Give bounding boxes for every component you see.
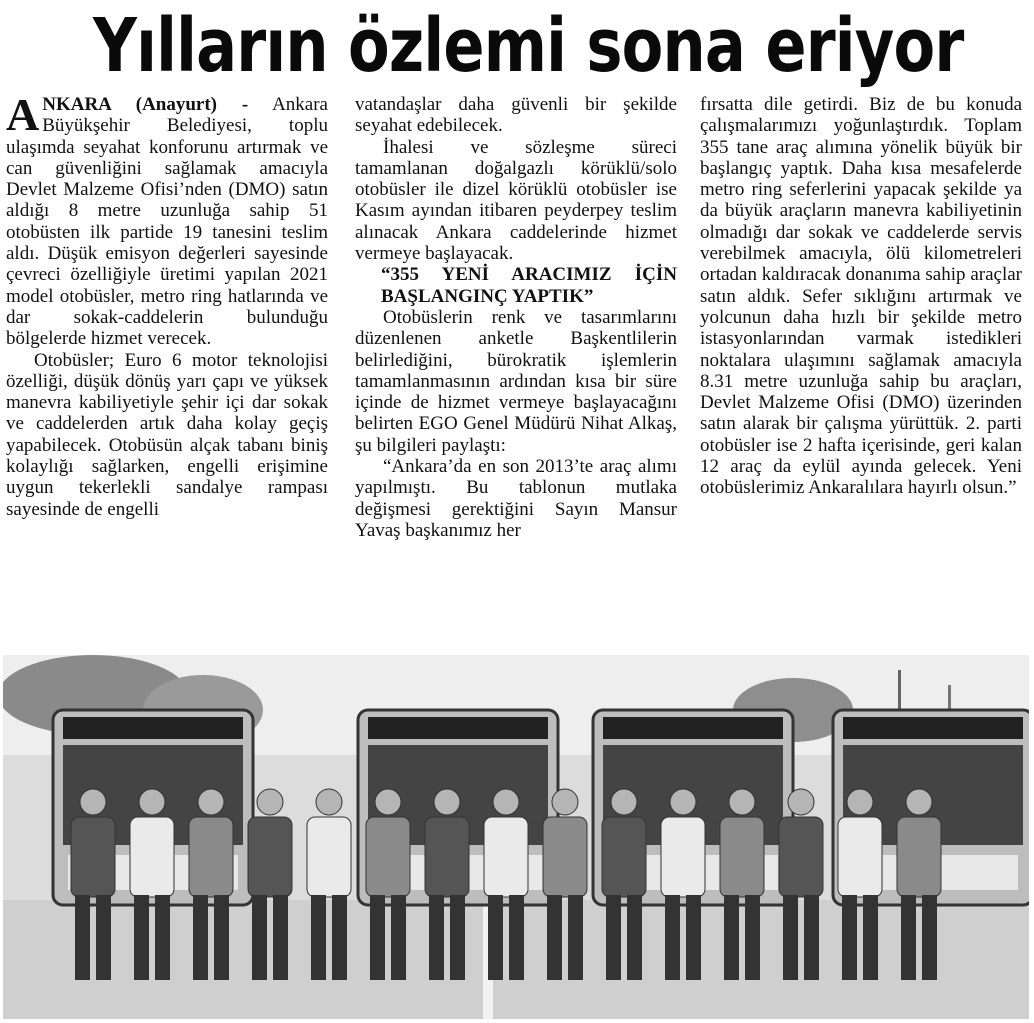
article-column-3 [700,94,1022,499]
article-column-2 [355,94,677,541]
group-photo-buses [3,655,1029,1019]
paragraph: Otobüsler; Euro 6 motor teknolojisi özelliği, düşük dönüş yarı çapı ve yüksek manevra kabiliyetiyle şehir içi dar sokak ve caddelerden artık daha kolay geçiş yapabilecek. Otobüsün alçak tabanı biniş kolaylığı sağlarken, engelli erişimine uygun tekerlekli sandalye rampası sayesinde de engelli [6,349,328,520]
lead-paragraph [6,89,328,350]
subheading: “355 YENİ ARACIMIZ İÇİN BAŞLANGINÇ YAPTIK” [381,264,677,307]
byline: NKARA (Anayurt) - [42,94,249,115]
paragraph: fırsatta dile getirdi. Biz de bu konuda çalışmalarımızı yoğunlaştırdık. Toplam 355 tane araç alımına yönelik büyük bir başlangıç yaptık. Daha kısa mesafelerde metro ring seferlerini yapacak şekilde ya da büyük araçların manevra kabiliyetinin olmadığı dar sokak ve caddelerde servis verebilmek amacıyla, ölü kilometreleri ortadan kaldıracak donanıma sahip araçlar satın aldık. Sefer sıklığını artırmak ve yolcunun daha hızlı bir şekilde metro istasyonlarından varmak istedikleri noktalara ulaşımını sağlamak amacıyla 8.31 metre uzunluğa sahip bu araçları, Devlet Malzeme Ofisi (DMO) üzerinden satın alarak bir çalışma yürüttük. 2. parti otobüsler ise 2 hafta içerisinde, geri kalan 12 araç da eylül ayında gelecek. Yeni otobüslerimiz Ankaralılara hayırlı olsun.” [700,94,1022,499]
quote-paragraph: “Ankara’da en son 2013’te araç alımı yapılmıştı. Bu tablonun mutlaka değişmesi gerektiğini Sayın Mansur Yavaş başkanımız her [355,456,677,541]
lead-text: Ankara Büyükşehir Belediyesi, toplu ulaşımda seyahat konforunu artırmak ve can güvenliğini sağlamak amacıyla Devlet Malzeme Ofisi’nden (DMO) satın aldığı 8 metre uzunluğa sahip 51 otobüsten ilk partide 19 tanesini teslim aldı. Düşük emisyon değerleri sayesinde çevreci özelliğiyle üretimi yapılan 2021 model otobüsler, metro ring hatlarında ve dar sokak-caddelerin bulunduğu bölgelerde hizmet verecek. [6,94,328,350]
article-column-1 [6,89,328,520]
photo-illustration [3,655,1029,1019]
paragraph: İhalesi ve sözleşme süreci tamamlanan doğalgazlı körüklü/solo otobüsler ile dizel körüklü otobüsler ise Kasım ayından itibaren peyderpey teslim alınacak Ankara caddelerinde hizmet vermeye başlayacak. [355,136,677,265]
paragraph: Otobüslerin renk ve tasarımlarını düzenlenen anketle Başkentlilerin belirlediğini, bürokratik işlemlerin tamamlanmasının ardından kısa bir süre içinde de hizmet vermeye başlayacağını belirten EGO Genel Müdürü Nihat Alkaş, şu bilgileri paylaştı: [355,306,677,456]
headline: Yılların özlemi sona eriyor [93,3,964,89]
drop-cap: A [6,89,40,140]
paragraph: vatandaşlar daha güvenli bir şekilde seyahat edebilecek. [355,94,677,137]
